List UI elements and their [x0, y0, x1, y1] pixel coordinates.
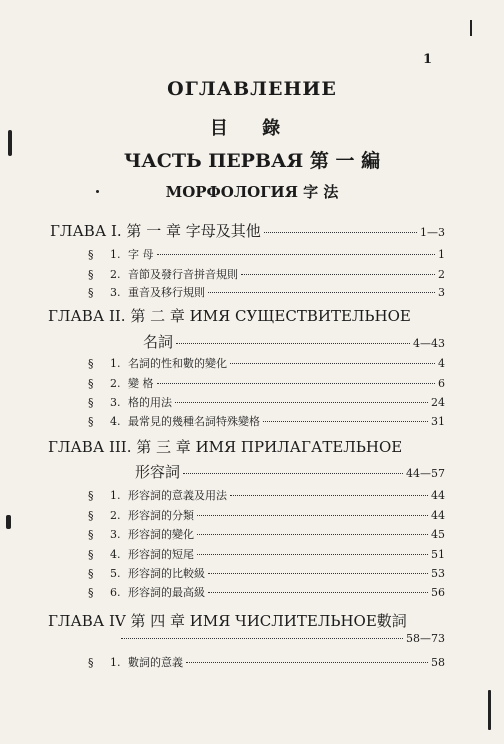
chapter-pages: 44—57 [406, 467, 445, 480]
section-page: 4 [438, 357, 445, 370]
chapter-label: ГЛАВА III. 第 三 章 ИМЯ ПРИЛАГАТЕЛЬНОЕ [48, 438, 403, 456]
toc-title: ОГЛАВЛЕНИЕ [167, 78, 337, 100]
section-row [88, 413, 445, 429]
section-page: 3 [438, 286, 445, 299]
section-number: 3. [110, 286, 121, 299]
section-symbol: § [88, 509, 94, 522]
section-title: 格的用法 [128, 396, 172, 409]
section-title: 變 格 [128, 377, 154, 390]
section-row [88, 526, 445, 542]
chapter-label: ГЛАВА II. 第 二 章 ИМЯ СУЩЕСТВИТЕЛЬНОЕ [48, 307, 411, 325]
section-row [88, 284, 445, 300]
section-symbol: § [88, 377, 94, 390]
section-page: 56 [431, 586, 445, 599]
section-page: 44 [431, 489, 445, 502]
chapter-label-cont: 形容詞 [135, 463, 181, 481]
section-symbol: § [88, 586, 94, 599]
dot-leader [208, 592, 428, 593]
chapter-row [118, 632, 445, 645]
section-row [88, 355, 445, 371]
chapter-row [143, 331, 445, 352]
dot-leader [208, 573, 428, 574]
section-symbol: § [88, 248, 94, 261]
section-symbol: § [88, 567, 94, 580]
dot-leader [264, 232, 417, 233]
section-title: 數詞的意義 [128, 656, 183, 669]
dot-leader [197, 534, 428, 535]
scan-mark [470, 20, 472, 36]
dot-leader [230, 495, 428, 496]
section-page: 44 [431, 509, 445, 522]
section-row [88, 246, 445, 262]
section-row [88, 507, 445, 523]
section-page: 45 [431, 528, 445, 541]
dot-leader [157, 254, 436, 255]
section-number: 6. [110, 586, 121, 599]
section-symbol: § [88, 357, 94, 370]
section-number: 3. [110, 528, 121, 541]
page-number: 1 [423, 52, 433, 67]
section-page: 53 [431, 567, 445, 580]
section-number: 3. [110, 396, 121, 409]
toc-subtitle: 目 錄 [209, 118, 295, 139]
section-symbol: § [88, 548, 94, 561]
section-title: 形容詞的短尾 [128, 548, 194, 561]
chapter-pages: 58—73 [406, 632, 445, 645]
chapter-label-cont: 名詞 [143, 333, 174, 351]
section-number: 1. [110, 656, 121, 669]
section-title: 字 母 [128, 248, 154, 261]
section-row [88, 546, 445, 562]
dot-leader [208, 292, 435, 293]
chapter-label: ГЛАВА I. 第 一 章 字母及其他 [50, 222, 261, 240]
section-title: 形容詞的分類 [128, 509, 194, 522]
section-title: 形容詞的意義及用法 [128, 489, 227, 502]
section-title: 最常見的幾種名詞特殊變格 [128, 415, 260, 428]
section-number: 1. [110, 248, 121, 261]
dot-leader [263, 421, 428, 422]
dot-leader [230, 363, 435, 364]
dot-leader [175, 402, 428, 403]
section-row [88, 375, 445, 391]
section-number: 1. [110, 489, 121, 502]
section-number: 2. [110, 377, 121, 390]
chapter-row [50, 220, 445, 241]
section-title: 形容詞的變化 [128, 528, 194, 541]
dot-leader [197, 515, 428, 516]
dot-leader [183, 473, 403, 474]
section-title: 形容詞的比較級 [128, 567, 205, 580]
scan-mark [96, 190, 99, 193]
section-page: 1 [438, 248, 445, 261]
scan-mark [488, 690, 491, 730]
section-symbol: § [88, 268, 94, 281]
section-number: 2. [110, 509, 121, 522]
chapter-row [135, 461, 445, 482]
section-page: 24 [431, 396, 445, 409]
part-heading: ЧАСТЬ ПЕРВАЯ 第 一 編 [123, 150, 381, 172]
section-number: 4. [110, 548, 121, 561]
chapter-label: ГЛАВА IV 第 四 章 ИМЯ ЧИСЛИТЕЛЬНОЕ數詞 [48, 612, 407, 630]
section-symbol: § [88, 415, 94, 428]
chapter-pages: 4—43 [413, 337, 445, 350]
section-row [88, 654, 445, 670]
scan-mark [8, 130, 12, 156]
dot-leader [186, 662, 428, 663]
section-page: 6 [438, 377, 445, 390]
section-row [88, 584, 445, 600]
section-row [88, 565, 445, 581]
section-page: 58 [431, 656, 445, 669]
section-symbol: § [88, 396, 94, 409]
section-row [88, 394, 445, 410]
section-symbol: § [88, 286, 94, 299]
chapter-pages: 1—3 [420, 226, 445, 239]
section-symbol: § [88, 489, 94, 502]
dot-leader [176, 343, 410, 344]
section-page: 2 [438, 268, 445, 281]
section-number: 1. [110, 357, 121, 370]
section-title: 名詞的性和數的變化 [128, 357, 227, 370]
section-row [88, 487, 445, 503]
scan-mark [6, 515, 11, 529]
section-page: 31 [431, 415, 445, 428]
section-title: 形容詞的最高級 [128, 586, 205, 599]
section-symbol: § [88, 656, 94, 669]
dot-leader [197, 554, 428, 555]
section-number: 2. [110, 268, 121, 281]
section-row [88, 266, 445, 282]
section-page: 51 [431, 548, 445, 561]
section-number: 4. [110, 415, 121, 428]
section-heading: МОРФОЛОГИЯ 字 法 [165, 183, 339, 201]
dot-leader [121, 638, 403, 639]
dot-leader [157, 383, 436, 384]
section-number: 5. [110, 567, 121, 580]
section-title: 重音及移行規則 [128, 286, 205, 299]
section-title: 音節及發行音拼音規則 [128, 268, 238, 281]
dot-leader [241, 274, 435, 275]
section-symbol: § [88, 528, 94, 541]
